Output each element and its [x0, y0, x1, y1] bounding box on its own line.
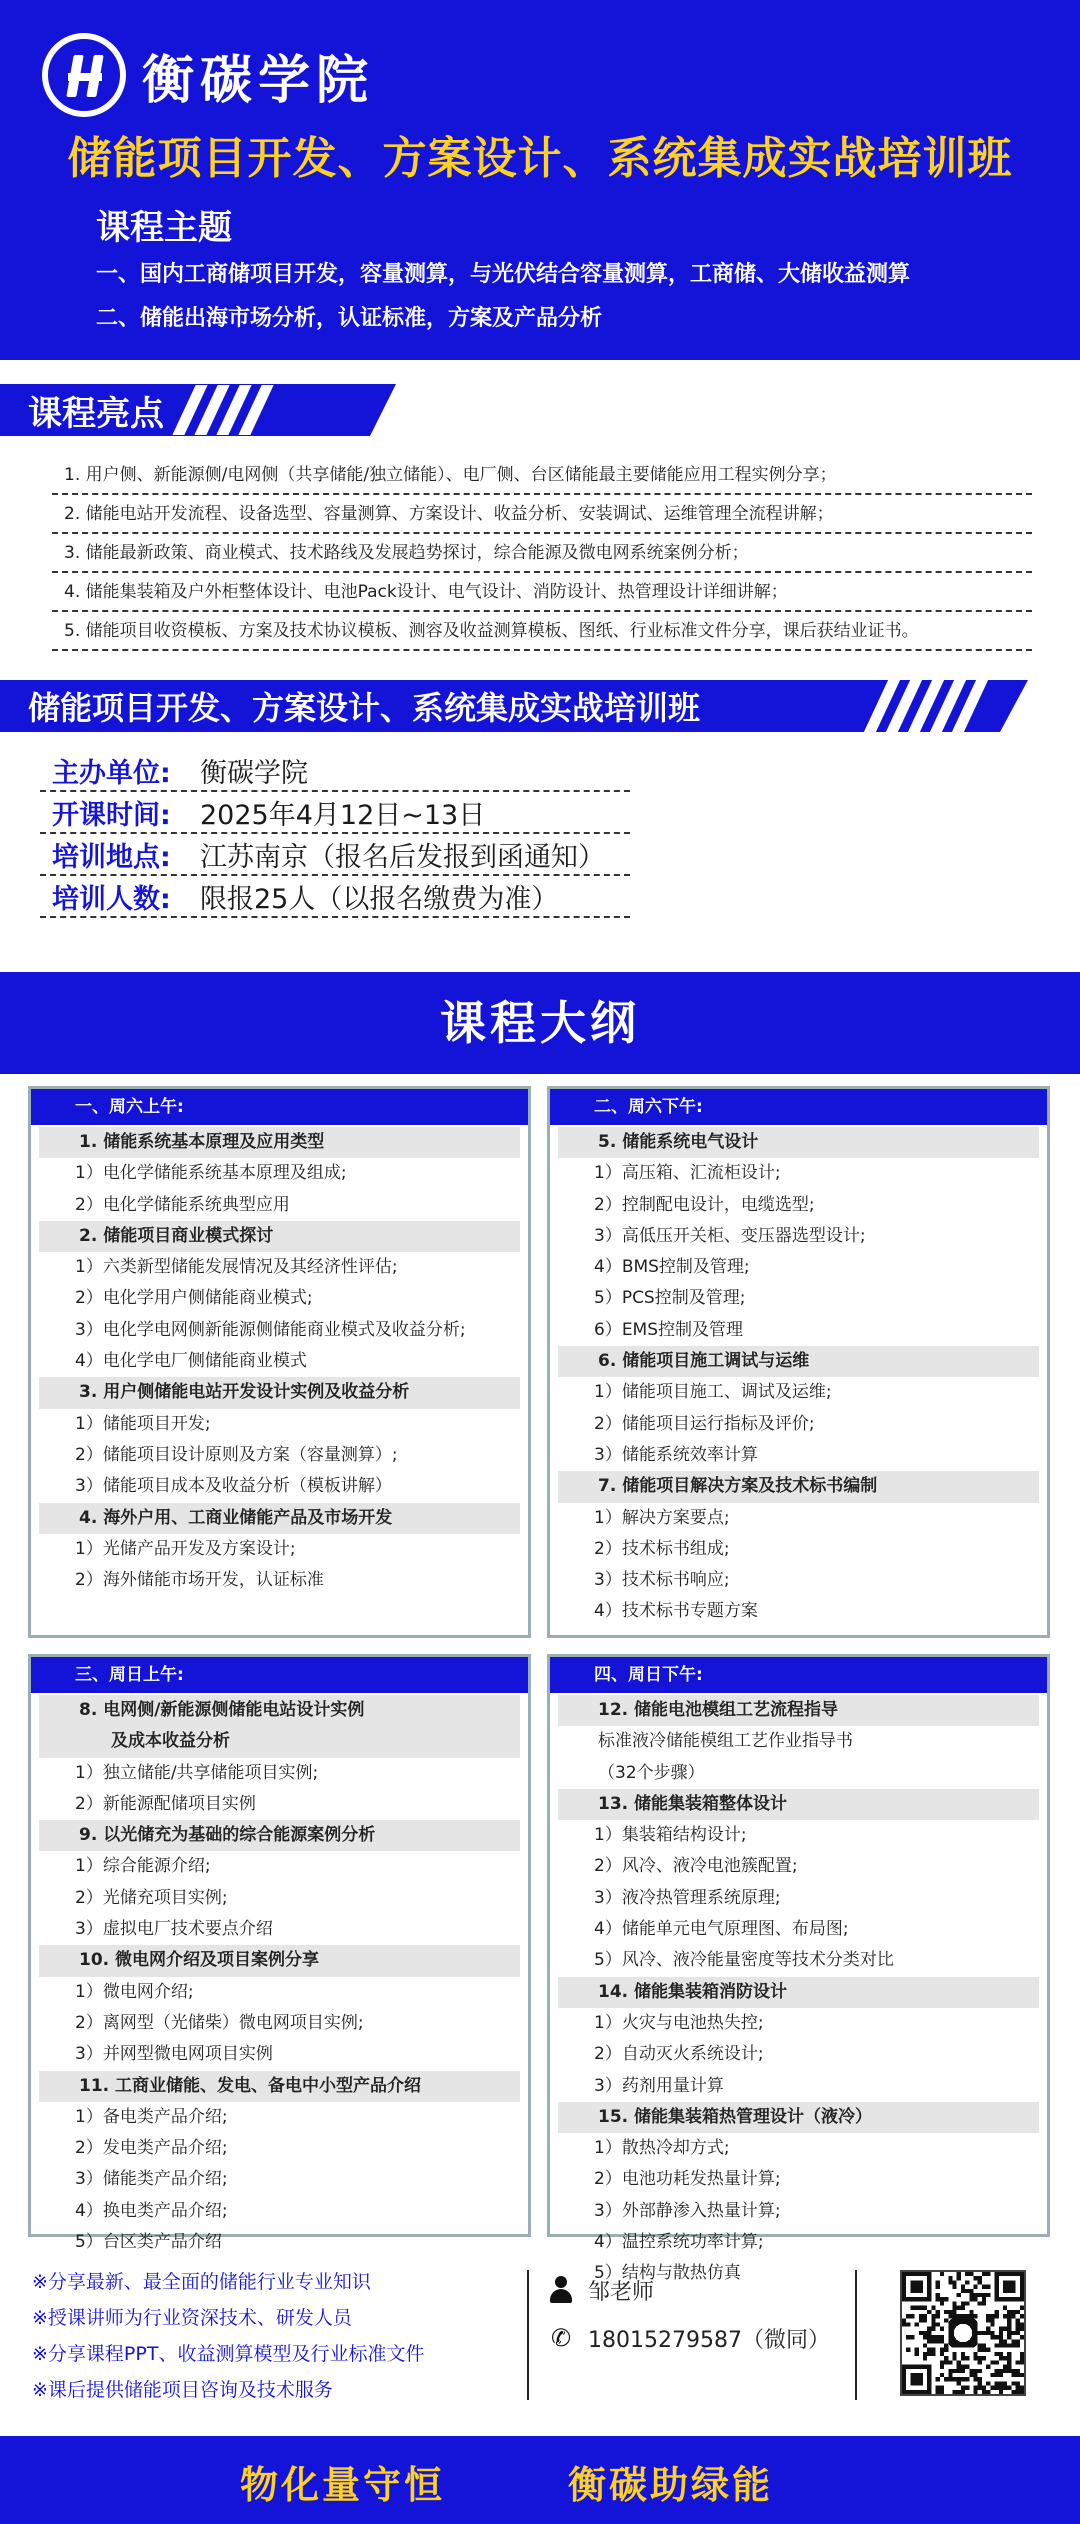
panel-heading: 二、周六下午: — [550, 1089, 1047, 1125]
outline-item: 1）火灾与电池热失控; — [594, 2012, 764, 2033]
outline-item: 2）控制配电设计，电缆选型; — [594, 1194, 815, 1215]
benefit-item: ※课后提供储能项目咨询及技术服务 — [32, 2379, 333, 2401]
outline-item: 1）六类新型储能发展情况及其经济性评估; — [75, 1257, 398, 1278]
outline-item: 1）备电类产品介绍; — [75, 2106, 228, 2127]
outline-section-heading: 13. 储能集装箱整体设计 — [558, 1789, 1039, 1820]
outline-item: 4）储能单元电气原理图、布局图; — [594, 1919, 849, 1940]
list-item: 2. 储能电站开发流程、设备选型、容量测算、方案设计、收益分析、安装调试、运维管理全流程讲解； — [52, 495, 1032, 534]
outline-item: 1）独立储能/共享储能项目实例; — [75, 1762, 319, 1783]
benefit-item: ※授课讲师为行业资深技术、研发人员 — [32, 2307, 352, 2329]
outline-item: 2）技术标书组成; — [594, 1538, 730, 1559]
benefit-item: ※分享课程PPT、收益测算模型及行业标准文件 — [32, 2343, 425, 2365]
outline-item: 1）综合能源介绍; — [75, 1856, 211, 1877]
outline-item: 1）集装箱结构设计; — [594, 1825, 747, 1846]
panel-body — [31, 1693, 528, 2258]
info-row-organizer — [40, 750, 630, 792]
outline-item: 4）技术标书专题方案 — [594, 1601, 758, 1622]
panel-heading: 三、周日上午: — [31, 1657, 528, 1693]
info-label: 开课时间: — [52, 799, 171, 831]
outline-item: 2）电化学用户侧储能商业模式; — [75, 1288, 313, 1309]
outline-section-heading: 1. 储能系统基本原理及应用类型 — [39, 1127, 520, 1158]
logo-emblem-icon — [42, 33, 126, 117]
outline-item: 1）散热冷却方式; — [594, 2138, 730, 2159]
outline-item: 1）解决方案要点; — [594, 1507, 730, 1528]
outline-section-heading: 11. 工商业储能、发电、备电中小型产品介绍 — [39, 2071, 520, 2102]
phone-icon: ✆ — [550, 2324, 572, 2352]
outline-section-heading: 3. 用户侧储能电站开发设计实例及收益分析 — [39, 1377, 520, 1408]
outline-item: 2）风冷、液冷电池簇配置; — [594, 1856, 798, 1877]
outline-item: 4）BMS控制及管理; — [594, 1257, 750, 1278]
outline-panel-sat-am — [28, 1086, 531, 1638]
stripes-decoration-icon — [876, 680, 976, 732]
outline-section-heading: 4. 海外户用、工商业储能产品及市场开发 — [39, 1503, 520, 1534]
outline-item: 1）高压箱、汇流柜设计; — [594, 1163, 781, 1184]
outline-item: 2）自动灭火系统设计; — [594, 2044, 764, 2065]
outline-section-heading: 8. 电网侧/新能源侧储能电站设计实例 — [39, 1695, 520, 1726]
outline-item: 1）储能项目施工、调试及运维; — [594, 1382, 832, 1403]
list-item: 1. 用户侧、新能源侧/电网侧（共享储能/独立储能）、电厂侧、台区储能最主要储能应用工程实例分享； — [52, 456, 1032, 495]
info-row-location — [40, 834, 630, 876]
slogan-left: 物化量守恒 — [240, 2463, 446, 2507]
course-info-title: 储能项目开发、方案设计、系统集成实战培训班 — [28, 689, 701, 727]
outline-item: 3）药剂用量计算 — [594, 2075, 724, 2096]
info-value: 限报25人（以报名缴费为准） — [200, 883, 559, 915]
outline-item: 2）光储充项目实例; — [75, 1887, 228, 1908]
outline-section-heading: 14. 储能集装箱消防设计 — [558, 1977, 1039, 2008]
outline-item: 1）储能项目开发; — [75, 1413, 211, 1434]
outline-item: 1）电化学储能系统基本原理及组成; — [75, 1163, 347, 1184]
panel-body — [31, 1125, 528, 1596]
bottom-bar — [0, 2436, 1080, 2524]
outline-section-heading: 12. 储能电池模组工艺流程指导 — [558, 1695, 1039, 1726]
outline-item: 4）温控系统功率计算; — [594, 2232, 764, 2253]
benefits-list — [32, 2264, 512, 2408]
panel-body — [550, 1693, 1047, 2290]
outline-item: 3）并网型微电网项目实例 — [75, 2044, 273, 2065]
outline-section-heading: 9. 以光储充为基础的综合能源案例分析 — [39, 1820, 520, 1851]
outline-item: 2）电池功耗发热量计算; — [594, 2169, 781, 2190]
outline-item: 3）储能系统效率计算 — [594, 1444, 758, 1465]
divider — [855, 2270, 857, 2400]
outline-item: 5）风冷、液冷能量密度等技术分类对比 — [594, 1950, 894, 1971]
outline-title: 课程大纲 — [0, 972, 1080, 1074]
outline-panel-sun-pm — [547, 1654, 1050, 2284]
topic-line: 一、国内工商储项目开发，容量测算，与光伏结合容量测算，工商储、大储收益测算 — [96, 262, 911, 287]
topic-heading: 课程主题 — [96, 208, 232, 248]
info-label: 主办单位: — [52, 757, 171, 789]
outline-item: 5）PCS控制及管理; — [594, 1288, 746, 1309]
outline-item: 3）外部静渗入热量计算; — [594, 2200, 781, 2221]
contact-phone[interactable]: 18015279587（微同） — [588, 2327, 830, 2353]
info-label: 培训地点: — [52, 841, 171, 873]
outline-item: 2）发电类产品介绍; — [75, 2138, 228, 2159]
contact-name: 邹老师 — [588, 2279, 655, 2305]
benefit-item: ※分享最新、最全面的储能行业专业知识 — [32, 2271, 371, 2293]
topic-line: 二、储能出海市场分析，认证标准，方案及产品分析 — [96, 306, 603, 331]
outline-item: 1）光储产品开发及方案设计; — [75, 1538, 296, 1559]
info-value: 2025年4月12日~13日 — [200, 799, 486, 831]
stripes-decoration-icon — [184, 385, 262, 435]
outline-item: 标准液冷储能模组工艺作业指导书 — [598, 1731, 853, 1752]
qr-code-icon — [900, 2270, 1026, 2396]
person-icon — [548, 2276, 574, 2304]
outline-section-heading: 15. 储能集装箱热管理设计（液冷） — [558, 2102, 1039, 2133]
contact-phone-row — [548, 2318, 830, 2358]
contact-name-row — [548, 2270, 654, 2310]
outline-item: 5）结构与散热仿真 — [594, 2263, 741, 2284]
outline-section-heading: 7. 储能项目解决方案及技术标书编制 — [558, 1471, 1039, 1502]
panel-heading: 四、周日下午: — [550, 1657, 1047, 1693]
info-row-date — [40, 792, 630, 834]
info-value: 衡碳学院 — [200, 757, 308, 789]
outline-item: 3）储能类产品介绍; — [75, 2169, 228, 2190]
course-info-banner — [0, 680, 1000, 732]
list-item: 5. 储能项目收资模板、方案及技术协议模板、测容及收益测算模板、图纸、行业标准文件分享，课后获结业证书。 — [52, 612, 1032, 651]
outline-item: 2）离网型（光储柴）微电网项目实例; — [75, 2012, 364, 2033]
info-row-capacity — [40, 876, 630, 918]
outline-item: 1）微电网介绍; — [75, 1981, 194, 2002]
outline-item: （32个步骤） — [598, 1762, 705, 1783]
panel-body — [550, 1125, 1047, 1628]
outline-item: 2）储能项目设计原则及方案（容量测算）; — [75, 1444, 398, 1465]
list-item: 3. 储能最新政策、商业模式、技术路线及发展趋势探讨，综合能源及微电网系统案例分析； — [52, 534, 1032, 573]
highlights-banner — [0, 384, 370, 436]
outline-panel-sat-pm — [547, 1086, 1050, 1638]
info-value: 江苏南京（报名后发报到函通知） — [200, 841, 605, 873]
list-item: 4. 储能集装箱及户外柜整体设计、电池Pack设计、电气设计、消防设计、热管理设计详细讲解； — [52, 573, 1032, 612]
outline-section-heading: 6. 储能项目施工调试与运维 — [558, 1346, 1039, 1377]
outline-item: 3）储能项目成本及收益分析（模板讲解） — [75, 1476, 392, 1497]
outline-item: 3）虚拟电厂技术要点介绍 — [75, 1919, 273, 1940]
panel-heading: 一、周六上午: — [31, 1089, 528, 1125]
outline-item: 6）EMS控制及管理 — [594, 1319, 744, 1340]
outline-panel-sun-am — [28, 1654, 531, 2253]
main-title: 储能项目开发、方案设计、系统集成实战培训班 — [67, 133, 1013, 184]
outline-item: 2）电化学储能系统典型应用 — [75, 1194, 290, 1215]
info-label: 培训人数: — [52, 883, 171, 915]
logo — [42, 32, 374, 118]
outline-section-heading: 5. 储能系统电气设计 — [558, 1127, 1039, 1158]
outline-item: 3）电化学电网侧新能源侧储能商业模式及收益分析; — [75, 1319, 466, 1340]
divider — [527, 2270, 529, 2400]
outline-section-heading: 2. 储能项目商业模式探讨 — [39, 1221, 520, 1252]
logo-text: 衡碳学院 — [142, 49, 375, 111]
highlights-list — [52, 456, 1032, 651]
outline-item: 3）高低压开关柜、变压器选型设计; — [594, 1225, 866, 1246]
outline-item: 4）电化学电厂侧储能商业模式 — [75, 1351, 307, 1372]
header-banner — [0, 0, 1080, 360]
highlights-title: 课程亮点 — [28, 393, 164, 434]
outline-section-heading: 10. 微电网介绍及项目案例分享 — [39, 1945, 520, 1976]
outline-item: 4）换电类产品介绍; — [75, 2200, 228, 2221]
slogan-right: 衡碳助绿能 — [568, 2463, 774, 2507]
outline-item: 2）新能源配储项目实例 — [75, 1793, 256, 1814]
outline-section-heading: 及成本收益分析 — [39, 1726, 520, 1757]
outline-item: 5）台区类产品介绍 — [75, 2232, 222, 2253]
outline-item: 2）储能项目运行指标及评价; — [594, 1413, 815, 1434]
course-info-list — [40, 750, 630, 918]
outline-item: 2）海外储能市场开发，认证标准 — [75, 1570, 324, 1591]
outline-item: 3）液冷热管理系统原理; — [594, 1887, 781, 1908]
outline-item: 3）技术标书响应; — [594, 1570, 730, 1591]
